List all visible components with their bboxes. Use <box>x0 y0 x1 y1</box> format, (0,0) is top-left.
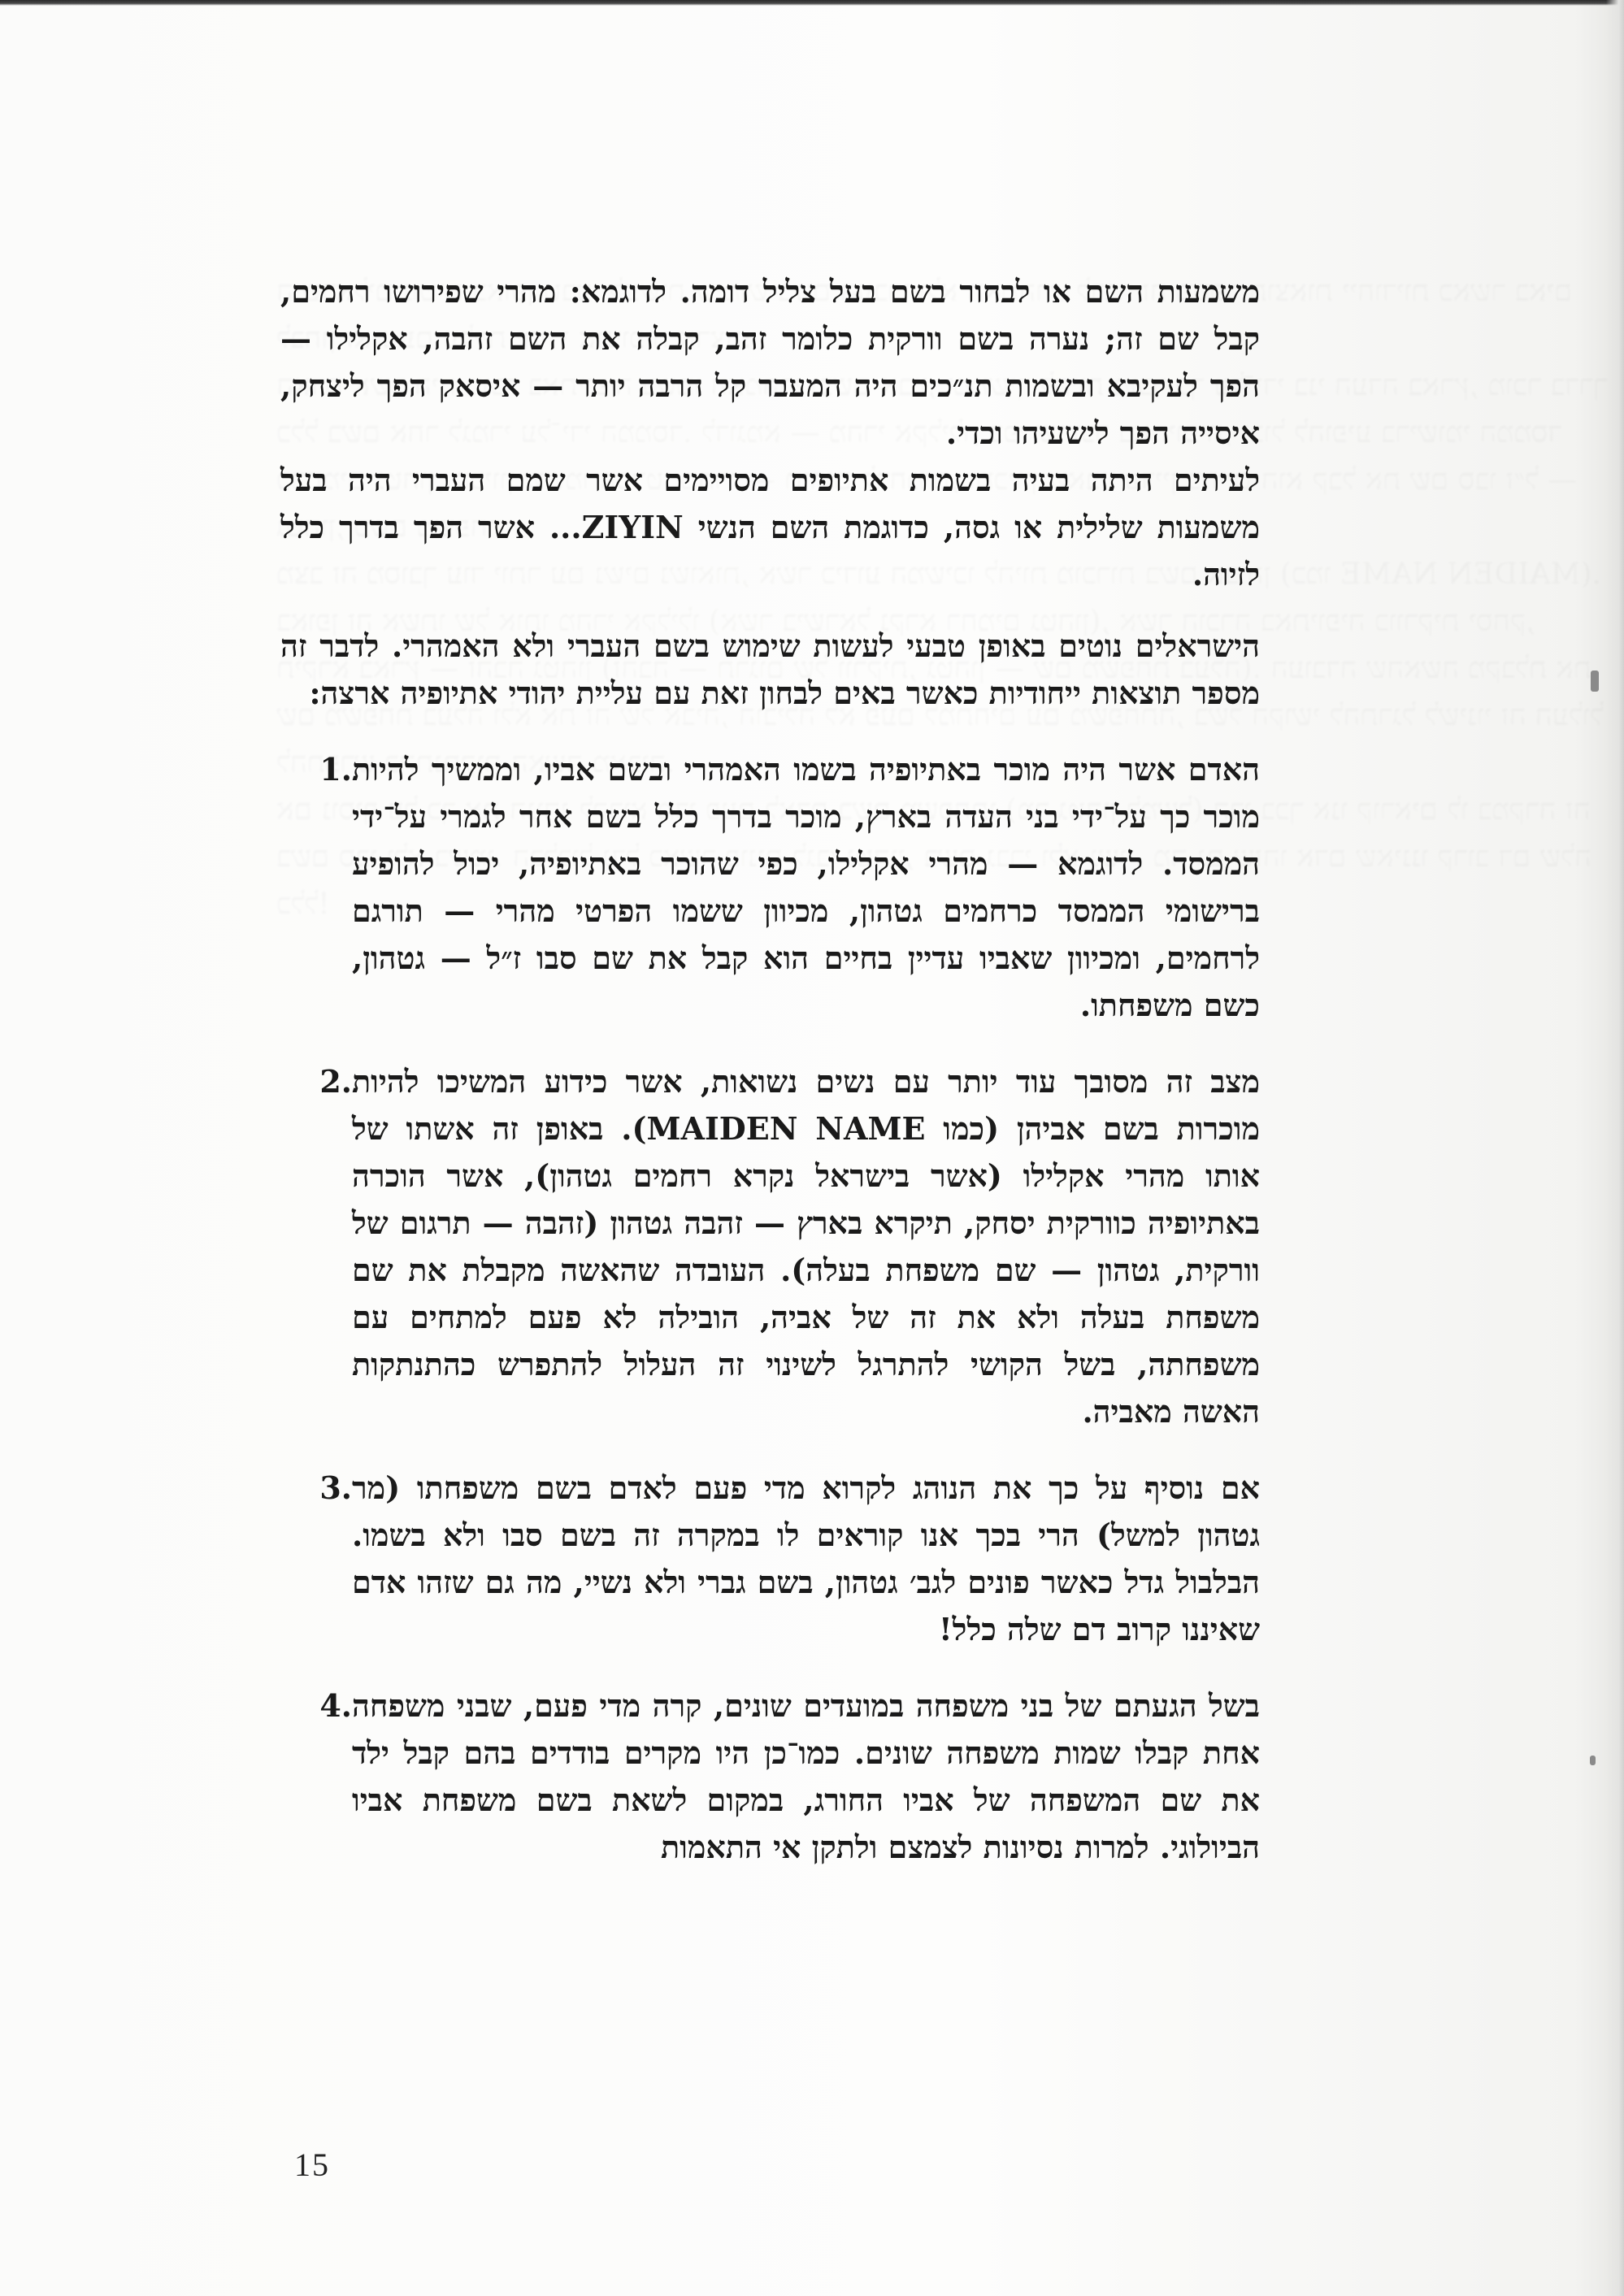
paragraph: לעיתים היתה בעיה בשמות אתיופים מסויימים אשר שמם העברי היה בעל משמעות שלילית או גסה, כדוגמת השם הנשי ZIYIN... אשר הפך בדרך כלל לזיוה. <box>280 462 1260 592</box>
list-item-text: מצב זה מסובך עוד יותר עם נשים נשואות, אשר כידוע המשיכו להיות מוכרות בשם אביהן (כמו MAIDEN NAME). באופן זה אשתו של אותו מהרי אקלילו (אשר בישראל נקרא רחמים גטהון), אשר הוכרה באתיופיה כוורקית יסחק, תיקרא בארץ — זהבה גטהון (זהבה — תרגום של וורקית, גטהון — שם משפחת בעלה). העובדה שהאשה מקבלת את שם משפחת בעלה ולא את זה של אביה, הובילה לא פעם למתחים עם משפחתה, בשל הקושי להתרגל לשינוי זה העלול להתפרש כהתנתקות האשה מאביה. <box>352 1063 1260 1430</box>
page-body <box>280 268 1260 1871</box>
binding-mark <box>1591 671 1599 692</box>
list-item <box>280 1682 1260 1871</box>
list-item-number: 4. <box>319 1687 352 1724</box>
page-number: 15 <box>294 2146 330 2183</box>
list-item <box>280 1058 1260 1435</box>
paragraph: הישראלים נוטים באופן טבעי לעשות שימוש בשם העברי ולא האמהרי. לדבר זה מספר תוצאות ייחודיות כאשר באים לבחון זאת עם עליית יהודי אתיופיה ארצה: <box>280 627 1260 711</box>
list-item-text: האדם אשר היה מוכר באתיופיה בשמו האמהרי ובשם אביו, וממשיך להיות מוכר כך על־ידי בני העדה בארץ, מוכר בדרך כלל בשם אחר לגמרי על־ידי הממסד. לדוגמא — מהרי אקלילו, כפי שהוכר באתיופיה, יכול להופיע ברישומי הממסד כרחמים גטהון, מכיוון ששמו הפרטי מהרי — תורגם לרחמים, ומכיוון שאביו עדיין בחיים הוא קבל את שם סבו ז״ל — גטהון, כשם משפחתו. <box>352 751 1260 1023</box>
list-item <box>280 746 1260 1029</box>
binding-mark <box>1590 1756 1596 1765</box>
list-item-number: 1. <box>319 751 352 788</box>
list-item-text: בשל הגעתם של בני משפחה במועדים שונים, קרה מדי פעם, שבני משפחה אחת קבלו שמות משפחה שונים. כמו־כן היו מקרים בודדים בהם קבל ילד את שם המשפחה של אביו החורג, במקום לשאת בשם משפחת אביו הביולוגי. למרות נסיונות לצמצם ולתקן אי התאמות <box>352 1687 1260 1865</box>
intro-paragraph: משמעות השם או לבחור בשם בעל צליל דומה. לדוגמא: מהרי שפירושו רחמים, קבל שם זה; נערה בשם וורקית כלומר זהב, קבלה את השם זהבה, אקלילו — הפך לעקיבא ובשמות תנ״כים היה המעבר קל הרבה יותר — איסאק הפך ליצחק, איסייה הפך לישעיהו וכדי. <box>280 273 1260 451</box>
list-item-number: 3. <box>319 1469 352 1506</box>
list-item-number: 2. <box>319 1063 352 1100</box>
list-item-text: אם נוסיף על כך את הנוהג לקרוא מדי פעם לאדם בשם משפחתו (מר גטהון למשל) הרי בכך אנו קוראים לו במקרה זה בשם סבו ולא בשמו. הבלבול גדל כאשר פונים לגב׳ גטהון, בשם גברי ולא נשיי, מה גם שזהו אדם שאיננו קרוב דם שלה כלל! <box>352 1469 1260 1647</box>
scan-right-edge <box>1606 0 1624 2296</box>
scan-top-edge <box>0 0 1624 6</box>
list-item <box>280 1465 1260 1653</box>
